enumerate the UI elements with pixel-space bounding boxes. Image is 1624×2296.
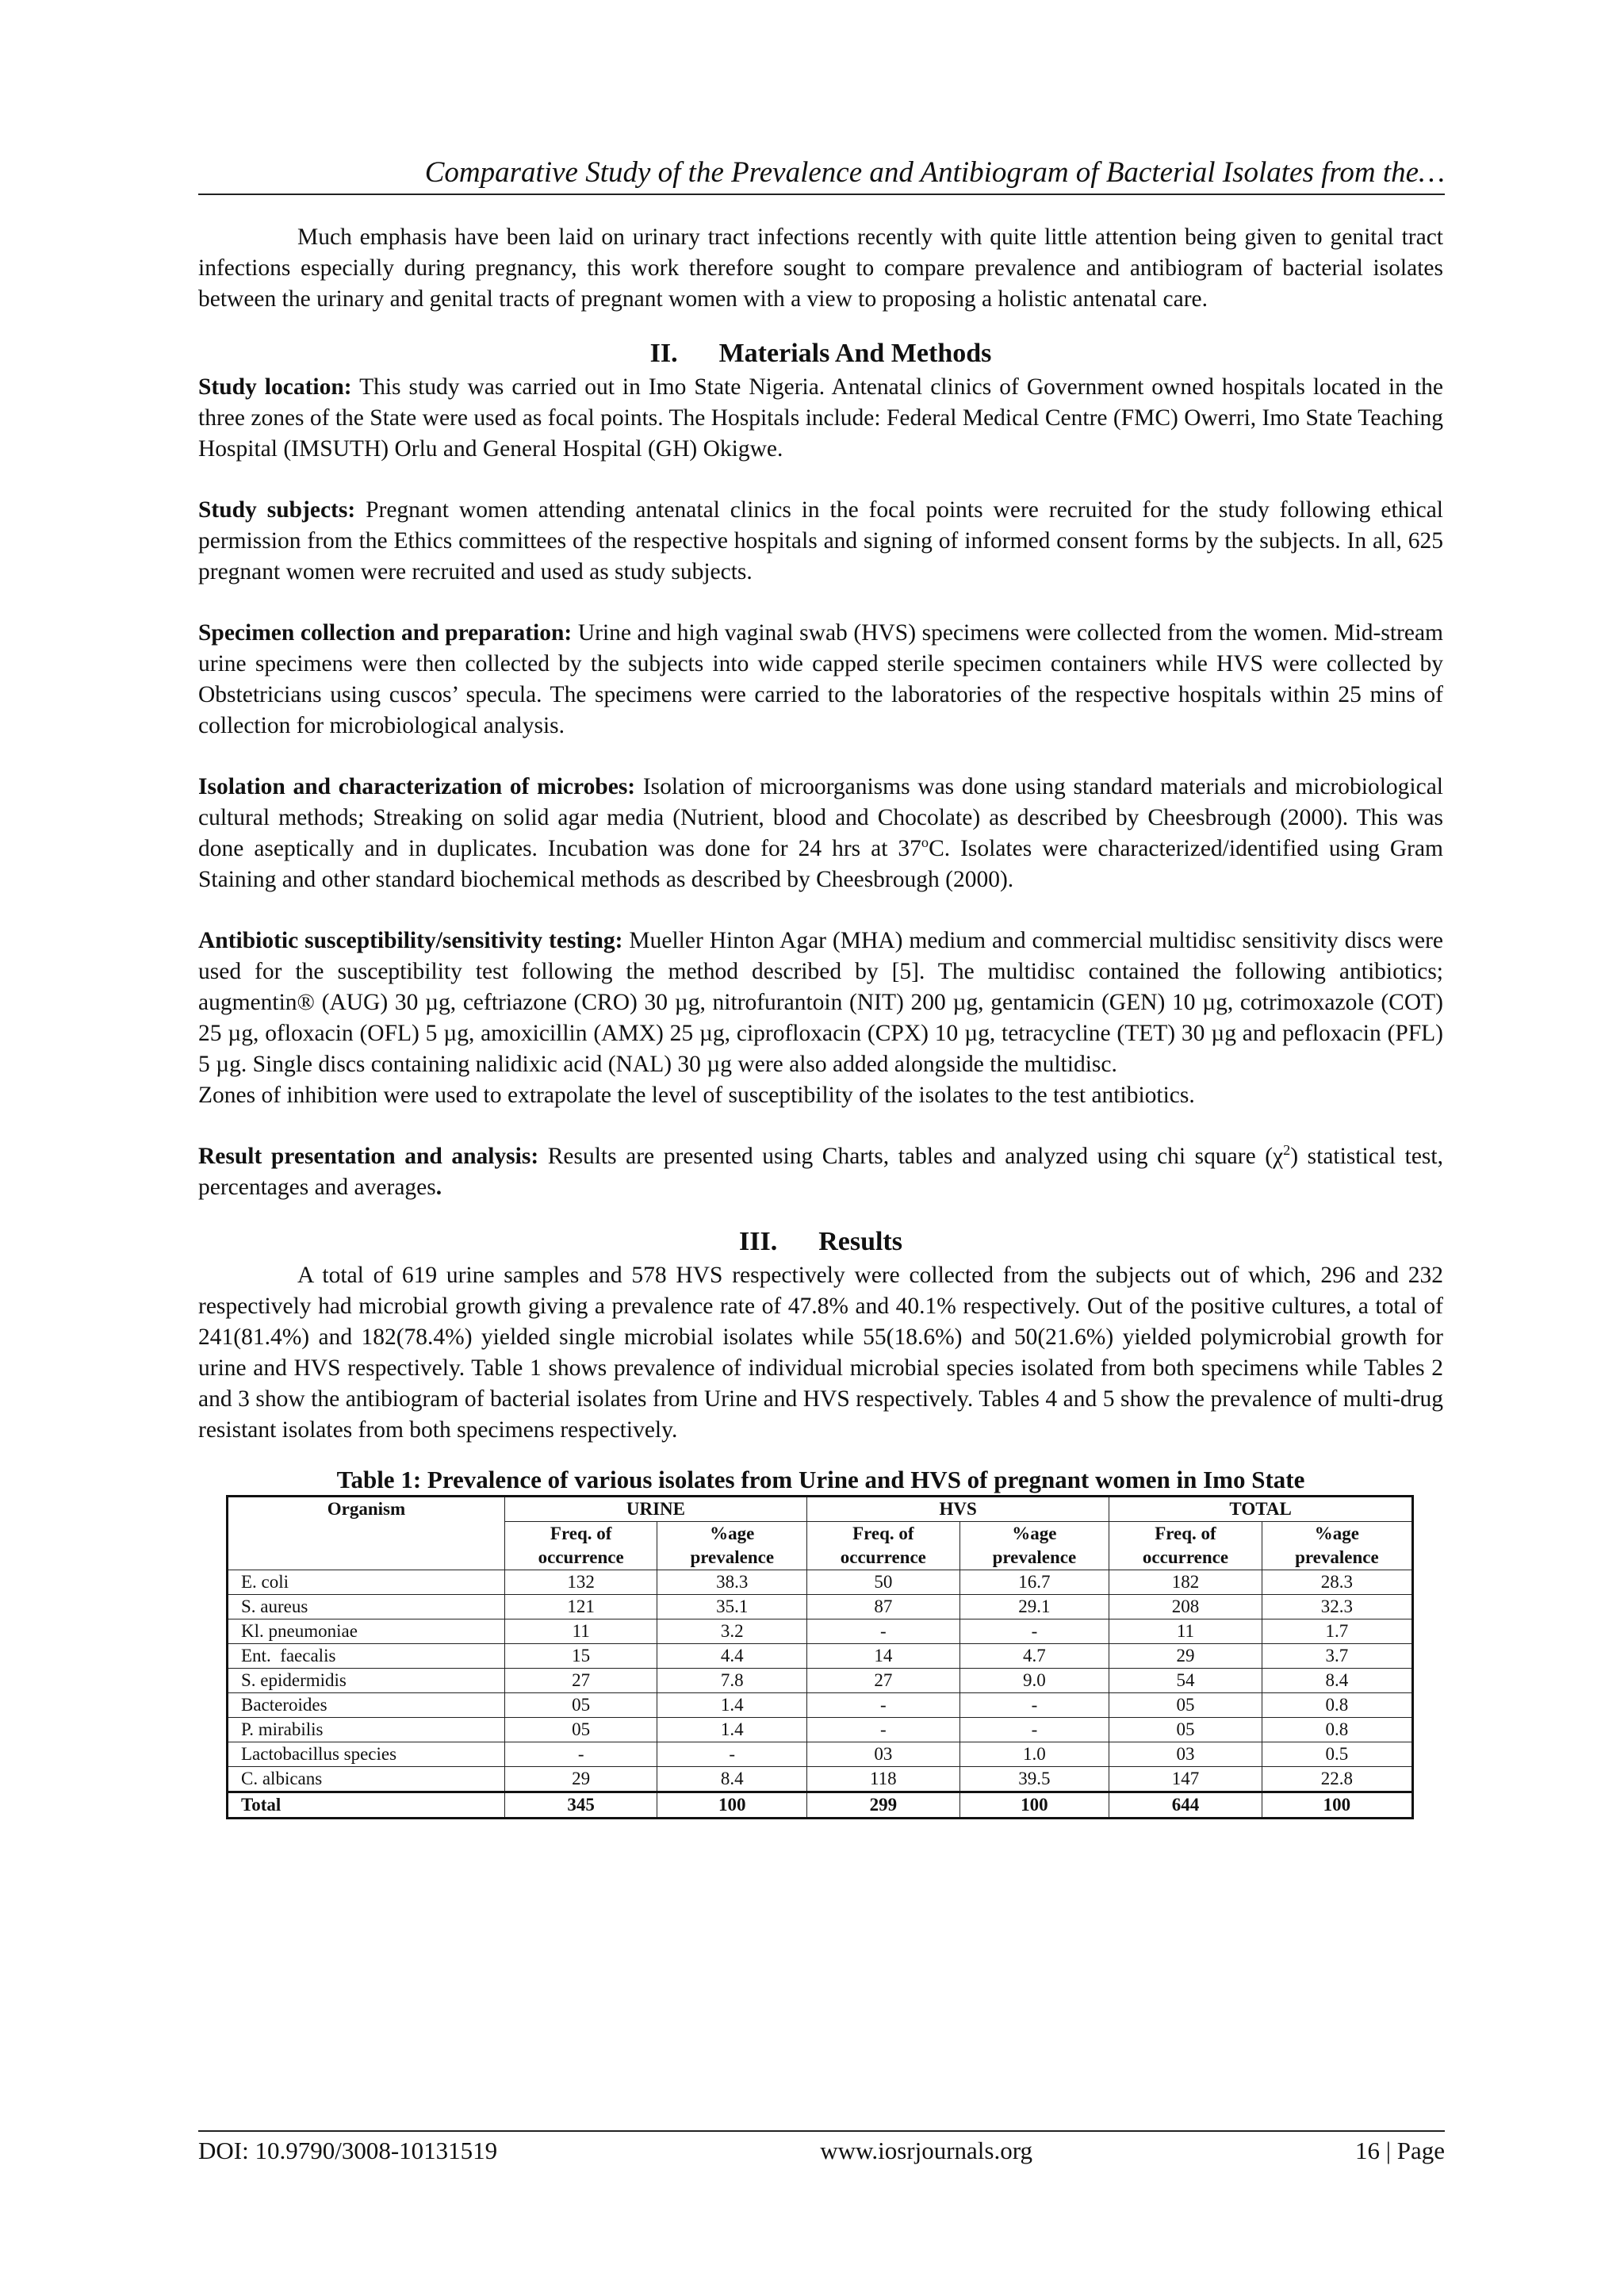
section-3-heading [198, 1224, 1443, 1260]
degree-superscript: o [921, 834, 929, 851]
table-cell: 22.8 [1262, 1767, 1412, 1792]
table-cell: 8.4 [1262, 1669, 1412, 1693]
table-cell: 3.2 [657, 1619, 807, 1644]
table-cell: 32.3 [1262, 1595, 1412, 1619]
table-cell: Total [228, 1792, 505, 1819]
table-cell: 29.1 [959, 1595, 1109, 1619]
table-cell: P. mirabilis [228, 1718, 505, 1742]
table-cell: E. coli [228, 1570, 505, 1595]
table-cell: 4.7 [959, 1644, 1109, 1669]
results-paragraph: A total of 619 urine samples and 578 HVS respectively were collected from the subjects out of which, 296 and 232 respectively had microbial growth giving a prevalence rate of 47.8% and 40.1% respectively. Out of the positive cultures, a total of 241(81.4%) and 182(78.4%) yielded single microbial isolates while 55(18.6%) and 50(21.6%) yielded polymicrobial growth for urine and HVS respectively. Table 1 shows prevalence of individual microbial species isolated from both specimens while Tables 2 and 3 show the antibiogram of bacterial isolates from Urine and HVS respectively. Tables 4 and 5 show the prevalence of multi-drug resistant isolates from both specimens respectively. [198, 1263, 1443, 1443]
table-cell: 208 [1109, 1595, 1262, 1619]
table-cell: S. aureus [228, 1595, 505, 1619]
specimen-paragraph [198, 618, 1443, 742]
result-presentation-lead: Result presentation and analysis: [198, 1144, 539, 1169]
article-body [198, 222, 1443, 1819]
table-cell: - [807, 1693, 960, 1718]
table-cell: 05 [1109, 1718, 1262, 1742]
footer-rule [198, 2130, 1445, 2132]
running-head: Comparative Study of the Prevalence and Antibiogram of Bacterial Isolates from the… [424, 156, 1445, 189]
column-group-total: TOTAL [1109, 1497, 1413, 1522]
table-cell: 182 [1109, 1570, 1262, 1595]
section-2-heading [198, 335, 1443, 372]
footer-website: www.iosrjournals.org [820, 2137, 1032, 2164]
table-row [228, 1669, 1413, 1693]
table-cell: 15 [504, 1644, 657, 1669]
table-cell: 35.1 [657, 1595, 807, 1619]
column-header-organism: Organism [228, 1497, 505, 1570]
table-cell: 644 [1109, 1792, 1262, 1819]
table-cell: 29 [504, 1767, 657, 1792]
table-cell: 132 [504, 1570, 657, 1595]
column-group-urine: URINE [504, 1497, 806, 1522]
table-cell: 0.8 [1262, 1718, 1412, 1742]
table-row [228, 1767, 1413, 1792]
table-row [228, 1693, 1413, 1718]
section-3-number: III. [739, 1227, 778, 1256]
study-location-paragraph [198, 372, 1443, 465]
table-cell: 100 [959, 1792, 1109, 1819]
table-cell: 50 [807, 1570, 960, 1595]
result-presentation-paragraph [198, 1141, 1443, 1203]
table-cell: 1.0 [959, 1742, 1109, 1767]
table-cell: Ent. faecalis [228, 1644, 505, 1669]
zones-paragraph: Zones of inhibition were used to extrapolate the level of susceptibility of the isolates to the test antibiotics. [198, 1083, 1195, 1108]
result-presentation-text-a: Results are presented using Charts, tables and analyzed using chi square (χ [538, 1144, 1284, 1169]
table-cell: 14 [807, 1644, 960, 1669]
table-cell: 05 [1109, 1693, 1262, 1718]
study-subjects-paragraph [198, 495, 1443, 588]
section-3-title: Results [818, 1227, 902, 1256]
table-total-row [228, 1792, 1413, 1819]
table-row [228, 1644, 1413, 1669]
table-cell: S. epidermidis [228, 1669, 505, 1693]
table-row [228, 1742, 1413, 1767]
table-cell: 11 [504, 1619, 657, 1644]
table-cell: 4.4 [657, 1644, 807, 1669]
table-cell: Kl. pneumoniae [228, 1619, 505, 1644]
column-header-freq: Freq. of occurrence [504, 1522, 657, 1570]
table-cell: - [504, 1742, 657, 1767]
header-rule [198, 194, 1445, 195]
table-cell: 147 [1109, 1767, 1262, 1792]
table-cell: 05 [504, 1718, 657, 1742]
column-group-hvs: HVS [807, 1497, 1109, 1522]
table-cell: - [959, 1693, 1109, 1718]
table-cell: 03 [1109, 1742, 1262, 1767]
table-cell: - [959, 1619, 1109, 1644]
table-row [228, 1570, 1413, 1595]
table-cell: 7.8 [657, 1669, 807, 1693]
column-header-pct: %age prevalence [959, 1522, 1109, 1570]
table-cell: 27 [504, 1669, 657, 1693]
footer-doi: DOI: 10.9790/3008-10131519 [198, 2137, 498, 2164]
table-cell: 121 [504, 1595, 657, 1619]
table-cell: - [807, 1718, 960, 1742]
study-subjects-text: Pregnant women attending antenatal clinics in the focal points were recruited for the study following ethical permission from the Ethics committees of the respective hospitals and signing of informed consent forms by the subjects. In all, 625 pregnant women were recruited and used as study subjects. [198, 497, 1443, 585]
table-cell: 87 [807, 1595, 960, 1619]
section-2-title: Materials And Methods [718, 339, 992, 368]
table-cell: 54 [1109, 1669, 1262, 1693]
table-row [228, 1595, 1413, 1619]
table-cell: 05 [504, 1693, 657, 1718]
study-location-lead: Study location: [198, 374, 352, 400]
table-cell: 8.4 [657, 1767, 807, 1792]
column-header-pct: %age prevalence [657, 1522, 807, 1570]
table-row [228, 1718, 1413, 1742]
isolation-lead: Isolation and characterization of microbes: [198, 774, 636, 799]
table-cell: 03 [807, 1742, 960, 1767]
specimen-text: Urine and high vaginal swab (HVS) specimens were collected from the women. Mid-stream urine specimens were then collected by the subjects into wide capped sterile specimen containers while HVS were collected by Obstetricians using cuscos’ specula. The specimens were carried to the laboratories of the respective hospitals within 25 mins of collection for microbiological analysis. [198, 620, 1443, 738]
table-cell: 1.4 [657, 1718, 807, 1742]
table-row [228, 1619, 1413, 1644]
table-cell: 11 [1109, 1619, 1262, 1644]
table-cell: Bacteroides [228, 1693, 505, 1718]
result-presentation-text-b: ) statistical test, percentages and averages [198, 1144, 1443, 1200]
table-cell: 0.5 [1262, 1742, 1412, 1767]
antibiotic-text: Mueller Hinton Agar (MHA) medium and commercial multidisc sensitivity discs were used for the susceptibility test following the method described by [5]. The multidisc contained the following antibiotics; augmentin® (AUG) 30 µg, ceftriazone (CRO) 30 µg, nitrofurantoin (NIT) 200 µg, gentamicin (GEN) 10 µg, cotrimoxazole (COT) 25 µg, ofloxacin (OFL) 5 µg, amoxicillin (AMX) 25 µg, ciprofloxacin (CPX) 10 µg, tetracycline (TET) 30 µg and pefloxacin (PFL) 5 µg. Single discs containing nalidixic acid (NAL) 30 µg were also added alongside the multidisc. [198, 928, 1443, 1077]
table-1 [226, 1495, 1414, 1819]
column-header-freq: Freq. of occurrence [807, 1522, 960, 1570]
column-header-pct: %age prevalence [1262, 1522, 1412, 1570]
table-cell: 1.4 [657, 1693, 807, 1718]
specimen-lead: Specimen collection and preparation: [198, 620, 573, 646]
table-cell: 38.3 [657, 1570, 807, 1595]
antibiotic-lead: Antibiotic susceptibility/sensitivity testing: [198, 928, 623, 953]
table-cell: 28.3 [1262, 1570, 1412, 1595]
table-cell: 9.0 [959, 1669, 1109, 1693]
table-cell: 118 [807, 1767, 960, 1792]
table-cell: Lactobacillus species [228, 1742, 505, 1767]
table-cell: C. albicans [228, 1767, 505, 1792]
isolation-paragraph [198, 772, 1443, 895]
study-location-text: This study was carried out in Imo State Nigeria. Antenatal clinics of Government owned hospitals located in the three zones of the State were used as focal points. The Hospitals include: Federal Medical Centre (FMC) Owerri, Imo State Teaching Hospital (IMSUTH) Orlu and General Hospital (GH) Okigwe. [198, 374, 1443, 462]
table-cell: 3.7 [1262, 1644, 1412, 1669]
intro-paragraph: Much emphasis have been laid on urinary tract infections recently with quite little attention being given to genital tract infections especially during pregnancy, this work therefore sought to compare prevalence and antibiogram of bacterial isolates between the urinary and genital tracts of pregnant women with a view to proposing a holistic antenatal care. [198, 224, 1443, 312]
table-cell: 16.7 [959, 1570, 1109, 1595]
table-cell: - [657, 1742, 807, 1767]
table-cell: 345 [504, 1792, 657, 1819]
table-cell: 29 [1109, 1644, 1262, 1669]
table-cell: 39.5 [959, 1767, 1109, 1792]
result-presentation-end: . [435, 1175, 442, 1200]
table-1-caption: Table 1: Prevalence of various isolates from Urine and HVS of pregnant women in Imo State [336, 1466, 1305, 1493]
study-subjects-lead: Study subjects: [198, 497, 356, 523]
table-cell: 1.7 [1262, 1619, 1412, 1644]
section-2-number: II. [649, 339, 678, 368]
table-cell: - [807, 1619, 960, 1644]
page-footer [198, 2135, 1445, 2167]
column-header-freq: Freq. of occurrence [1109, 1522, 1262, 1570]
table-cell: 27 [807, 1669, 960, 1693]
table-cell: 100 [657, 1792, 807, 1819]
isolation-text-b: C. Isolates were characterized/identified using Gram Staining and other standard biochemical methods as described by Cheesbrough (2000). [198, 836, 1443, 892]
table-cell: 100 [1262, 1792, 1412, 1819]
antibiotic-paragraph [198, 926, 1443, 1080]
footer-page-number: 16 | Page [1355, 2137, 1445, 2164]
isolation-text-a: Isolation of microorganisms was done using standard materials and microbiological cultural methods; Streaking on solid agar media (Nutrient, blood and Chocolate) as described by Cheesbrough (2000). This was done aseptically and in duplicates. Incubation was done for 24 hrs at 37 [198, 774, 1443, 861]
table-cell: 0.8 [1262, 1693, 1412, 1718]
chi-square-superscript: 2 [1283, 1142, 1291, 1159]
table-cell: 299 [807, 1792, 960, 1819]
table-cell: - [959, 1718, 1109, 1742]
